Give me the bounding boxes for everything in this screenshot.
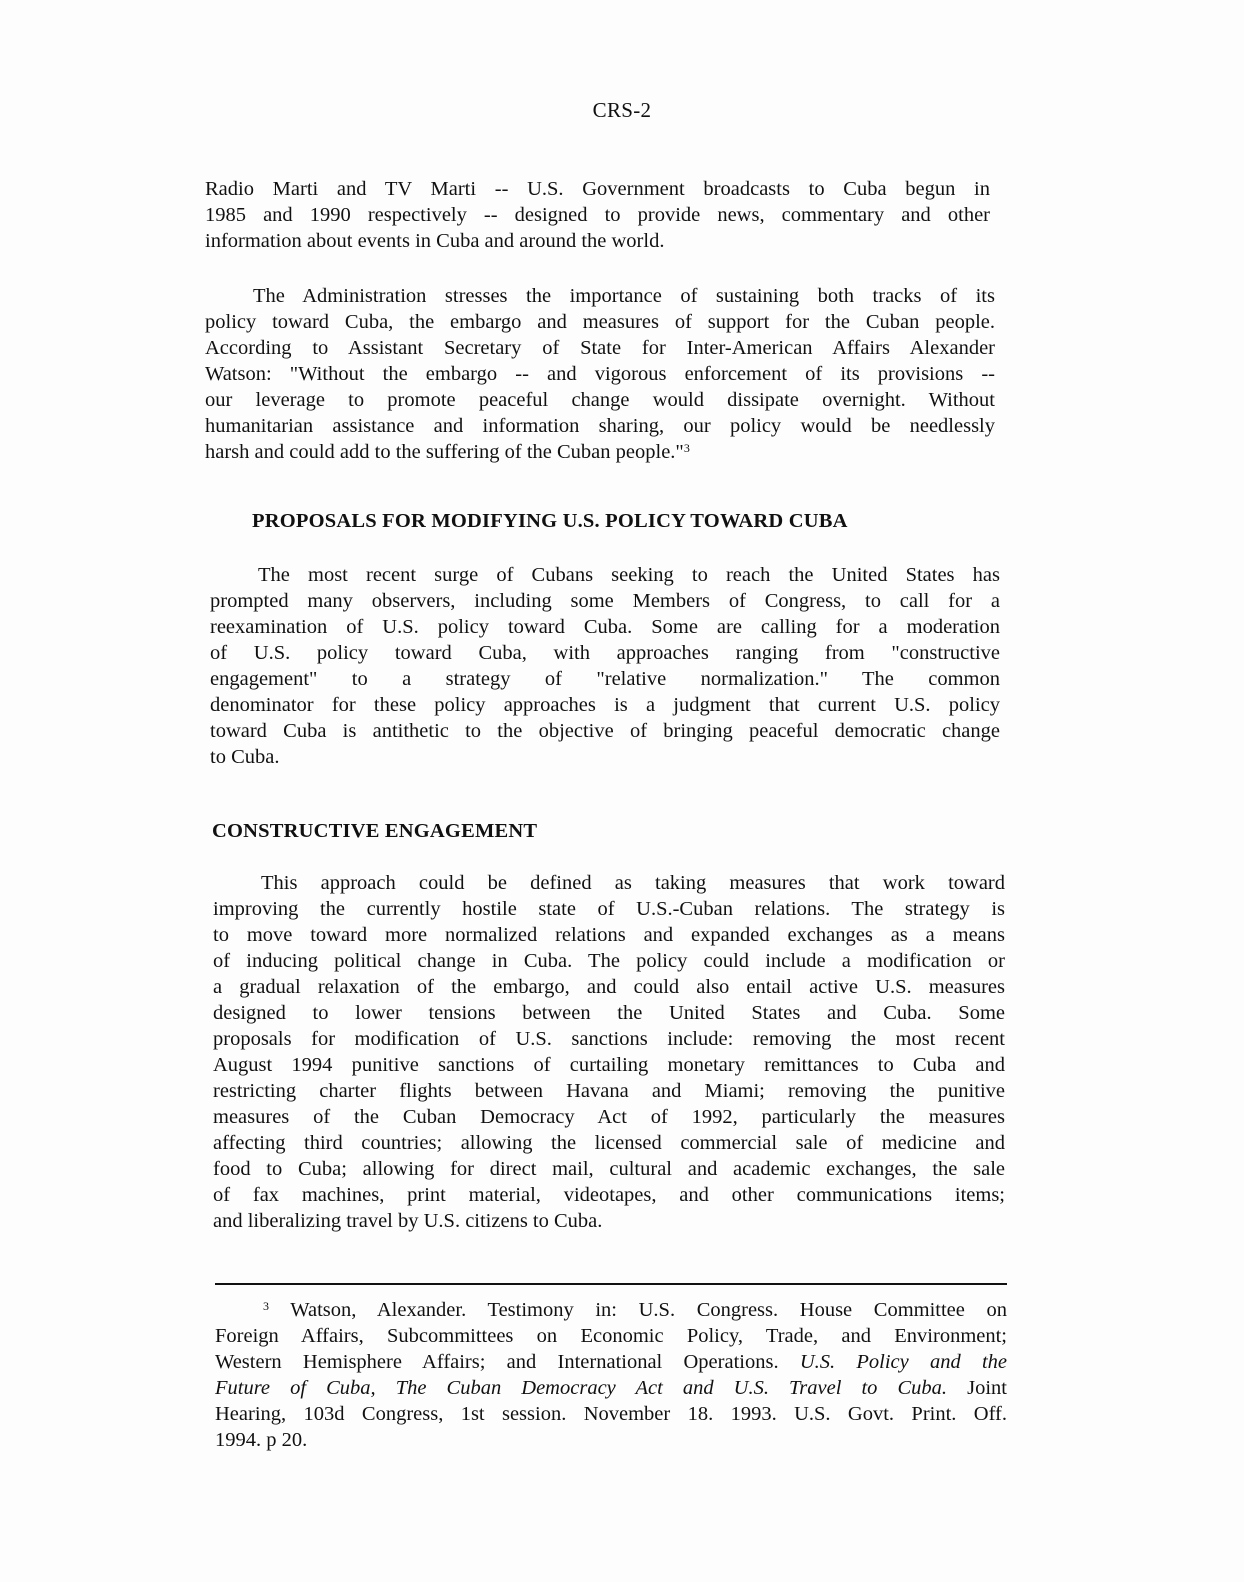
text-fragment: Watson, Alexander. Testimony in: U.S. Congress. House Committee on	[290, 1299, 1007, 1321]
text-line: affecting third countries; allowing the licensed commercial sale of medicine and	[213, 1132, 1005, 1154]
text-line: August 1994 punitive sanctions of curtailing monetary remittances to Cuba and	[213, 1054, 1005, 1076]
paragraph-administration	[205, 283, 995, 465]
text-line: The Administration stresses the importance of sustaining both tracks of its	[253, 285, 995, 307]
text-line: to move toward more normalized relations and expanded exchanges as a means	[213, 924, 1005, 946]
text-line: policy toward Cuba, the embargo and measures of support for the Cuban people.	[205, 311, 995, 333]
footnote-line: 1994. p 20.	[215, 1429, 308, 1451]
footnote	[215, 1297, 1007, 1453]
text-line	[205, 439, 995, 465]
text-line: engagement" to a strategy of "relative normalization." The common	[210, 668, 1000, 690]
section-heading-proposals: PROPOSALS FOR MODIFYING U.S. POLICY TOWARD CUBA	[252, 510, 848, 532]
text-fragment: Western Hemisphere Affairs; and International Operations.	[215, 1351, 800, 1373]
paragraph-constructive-engagement	[213, 870, 1005, 1234]
footnote-line: Hearing, 103d Congress, 1st session. November 18. 1993. U.S. Govt. Print. Off.	[215, 1403, 1007, 1425]
page-number: CRS-2	[592, 98, 652, 122]
text-line: humanitarian assistance and information sharing, our policy would be needlessly	[205, 415, 995, 437]
text-line: measures of the Cuban Democracy Act of 1992, particularly the measures	[213, 1106, 1005, 1128]
text-line: food to Cuba; allowing for direct mail, cultural and academic exchanges, the sale	[213, 1158, 1005, 1180]
text-line: improving the currently hostile state of U.S.-Cuban relations. The strategy is	[213, 898, 1005, 920]
footnote-divider	[215, 1283, 1007, 1285]
text-line: The most recent surge of Cubans seeking to reach the United States has	[258, 564, 1000, 586]
paragraph-recent-surge	[210, 562, 1000, 770]
text-line: proposals for modification of U.S. sanctions include: removing the most recent	[213, 1028, 1005, 1050]
text-fragment: harsh and could add to the suffering of the Cuban people."	[205, 441, 684, 463]
text-line: information about events in Cuba and around the world.	[205, 230, 665, 252]
text-line: of fax machines, print material, videotapes, and other communications items;	[213, 1184, 1005, 1206]
text-line: restricting charter flights between Havana and Miami; removing the punitive	[213, 1080, 1005, 1102]
citation-title: U.S. Policy and the	[799, 1351, 1007, 1373]
text-line: our leverage to promote peaceful change would dissipate overnight. Without	[205, 389, 995, 411]
section-heading-constructive-engagement: CONSTRUCTIVE ENGAGEMENT	[212, 820, 538, 842]
text-line: and liberalizing travel by U.S. citizens to Cuba.	[213, 1210, 603, 1232]
paragraph-radio-marti	[205, 176, 990, 254]
text-line: This approach could be defined as taking measures that work toward	[261, 872, 1005, 894]
footnote-line	[215, 1349, 1007, 1375]
footnote-line: Foreign Affairs, Subcommittees on Economic Policy, Trade, and Environment;	[215, 1325, 1007, 1347]
text-line: denominator for these policy approaches is a judgment that current U.S. policy	[210, 694, 1000, 716]
footnote-number: 3	[263, 1299, 269, 1313]
text-line: Radio Marti and TV Marti -- U.S. Government broadcasts to Cuba begun in	[205, 178, 990, 200]
text-line: According to Assistant Secretary of State for Inter-American Affairs Alexander	[205, 337, 995, 359]
text-line: to Cuba.	[210, 746, 280, 768]
text-fragment: Joint	[947, 1377, 1007, 1399]
text-line: toward Cuba is antithetic to the objective of bringing peaceful democratic change	[210, 720, 1000, 742]
text-line: reexamination of U.S. policy toward Cuba. Some are calling for a moderation	[210, 616, 1000, 638]
citation-title: Future of Cuba, The Cuban Democracy Act and U.S. Travel to Cuba.	[215, 1377, 948, 1399]
text-line: prompted many observers, including some Members of Congress, to call for a	[210, 590, 1000, 612]
text-line: a gradual relaxation of the embargo, and could also entail active U.S. measures	[213, 976, 1005, 998]
text-line: designed to lower tensions between the United States and Cuba. Some	[213, 1002, 1005, 1024]
text-line: 1985 and 1990 respectively -- designed to provide news, commentary and other	[205, 204, 990, 226]
footnote-line	[215, 1297, 1007, 1323]
footnote-reference: 3	[683, 441, 690, 455]
footnote-line	[215, 1375, 1007, 1401]
text-line: Watson: "Without the embargo -- and vigorous enforcement of its provisions --	[205, 363, 995, 385]
text-line: of U.S. policy toward Cuba, with approaches ranging from "constructive	[210, 642, 1000, 664]
text-line: of inducing political change in Cuba. The policy could include a modification or	[213, 950, 1005, 972]
